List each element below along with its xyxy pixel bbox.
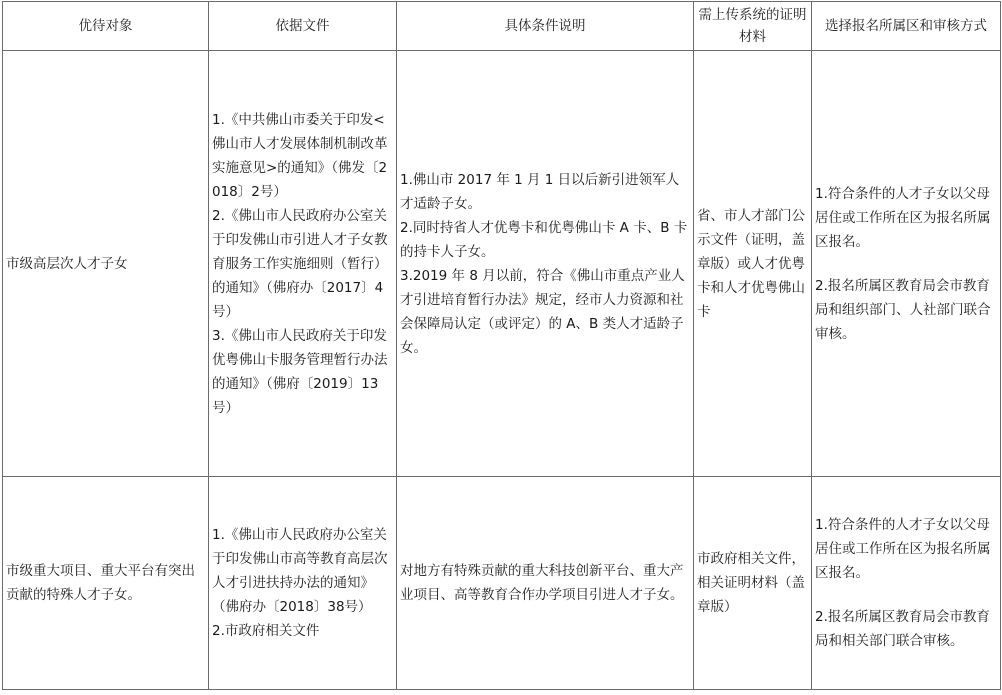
condition-item: 3.2019 年 8 月以前，符合《佛山市重点产业人才引进培育暂行办法》规定，经市人力资源和社会保障局认定（或评定）的 A、B 类人才适龄子女。 — [400, 267, 685, 356]
table-row — [3, 51, 1001, 477]
policy-table — [2, 1, 1001, 690]
condition-item: 对地方有特殊贡献的重大科技创新平台、重大产业项目、高等教育合作办学项目引进人才子女。 — [400, 563, 684, 603]
basis-item: 1.《佛山市人民政府办公室关于印发佛山市高等教育高层次人才引进扶持办法的通知》（佛府办〔2018〕38号） — [212, 527, 388, 615]
condition-item: 1.佛山市 2017 年 1 月 1 日以后新引进领军人才适龄子女。 — [400, 171, 680, 212]
header-method: 选择报名所属区和审核方式 — [812, 2, 1001, 51]
header-basis: 依据文件 — [209, 2, 397, 51]
materials-cell: 市政府相关文件，相关证明材料（盖章版） — [694, 477, 812, 690]
target-cell: 市级重大项目、重大平台有突出贡献的特殊人才子女。 — [3, 477, 209, 690]
basis-item: 2.市政府相关文件 — [212, 623, 320, 639]
table-row — [3, 477, 1001, 690]
method-item: 1.符合条件的人才子女以父母居住或工作所在区为报名所属区报名。 — [815, 185, 991, 250]
header-row — [3, 2, 1001, 51]
basis-item: 2.《佛山市人民政府办公室关于印发佛山市引进人才子女教育服务工作实施细则（暂行）的通知》（佛府办〔2017〕4号） — [212, 207, 388, 320]
basis-item: 3.《佛山市人民政府关于印发优粤佛山卡服务管理暂行办法的通知》（佛府〔2019〕13号） — [212, 327, 388, 416]
method-item: 2.报名所属区教育局会市教育局和组织部门、人社部门联合审核。 — [815, 277, 991, 342]
target-cell: 市级高层次人才子女 — [3, 51, 209, 477]
method-cell — [812, 51, 1001, 477]
condition-item: 2.同时持省人才优粤卡和优粤佛山卡 A 卡、B 卡的持卡人子女。 — [400, 219, 688, 260]
header-target: 优待对象 — [3, 2, 209, 51]
method-item: 2.报名所属区教育局会市教育局和相关部门联合审核。 — [815, 609, 990, 649]
conditions-cell — [397, 477, 694, 690]
spacer — [815, 254, 997, 274]
conditions-cell — [397, 51, 694, 477]
materials-cell: 省、市人才部门公示文件（证明，盖章版）或人才优粤卡和人才优粤佛山卡 — [694, 51, 812, 477]
spacer — [815, 585, 997, 605]
header-conditions: 具体条件说明 — [397, 2, 694, 51]
basis-item: 1.《中共佛山市委关于印发<佛山市人才发展体制机制改革实施意见>的通知》（佛发〔2018〕2号） — [212, 111, 388, 200]
method-cell — [812, 477, 1001, 690]
basis-cell — [209, 51, 397, 477]
header-materials: 需上传系统的证明材料 — [694, 2, 812, 51]
basis-cell — [209, 477, 397, 690]
method-item: 1.符合条件的人才子女以父母居住或工作所在区为报名所属区报名。 — [815, 517, 991, 581]
